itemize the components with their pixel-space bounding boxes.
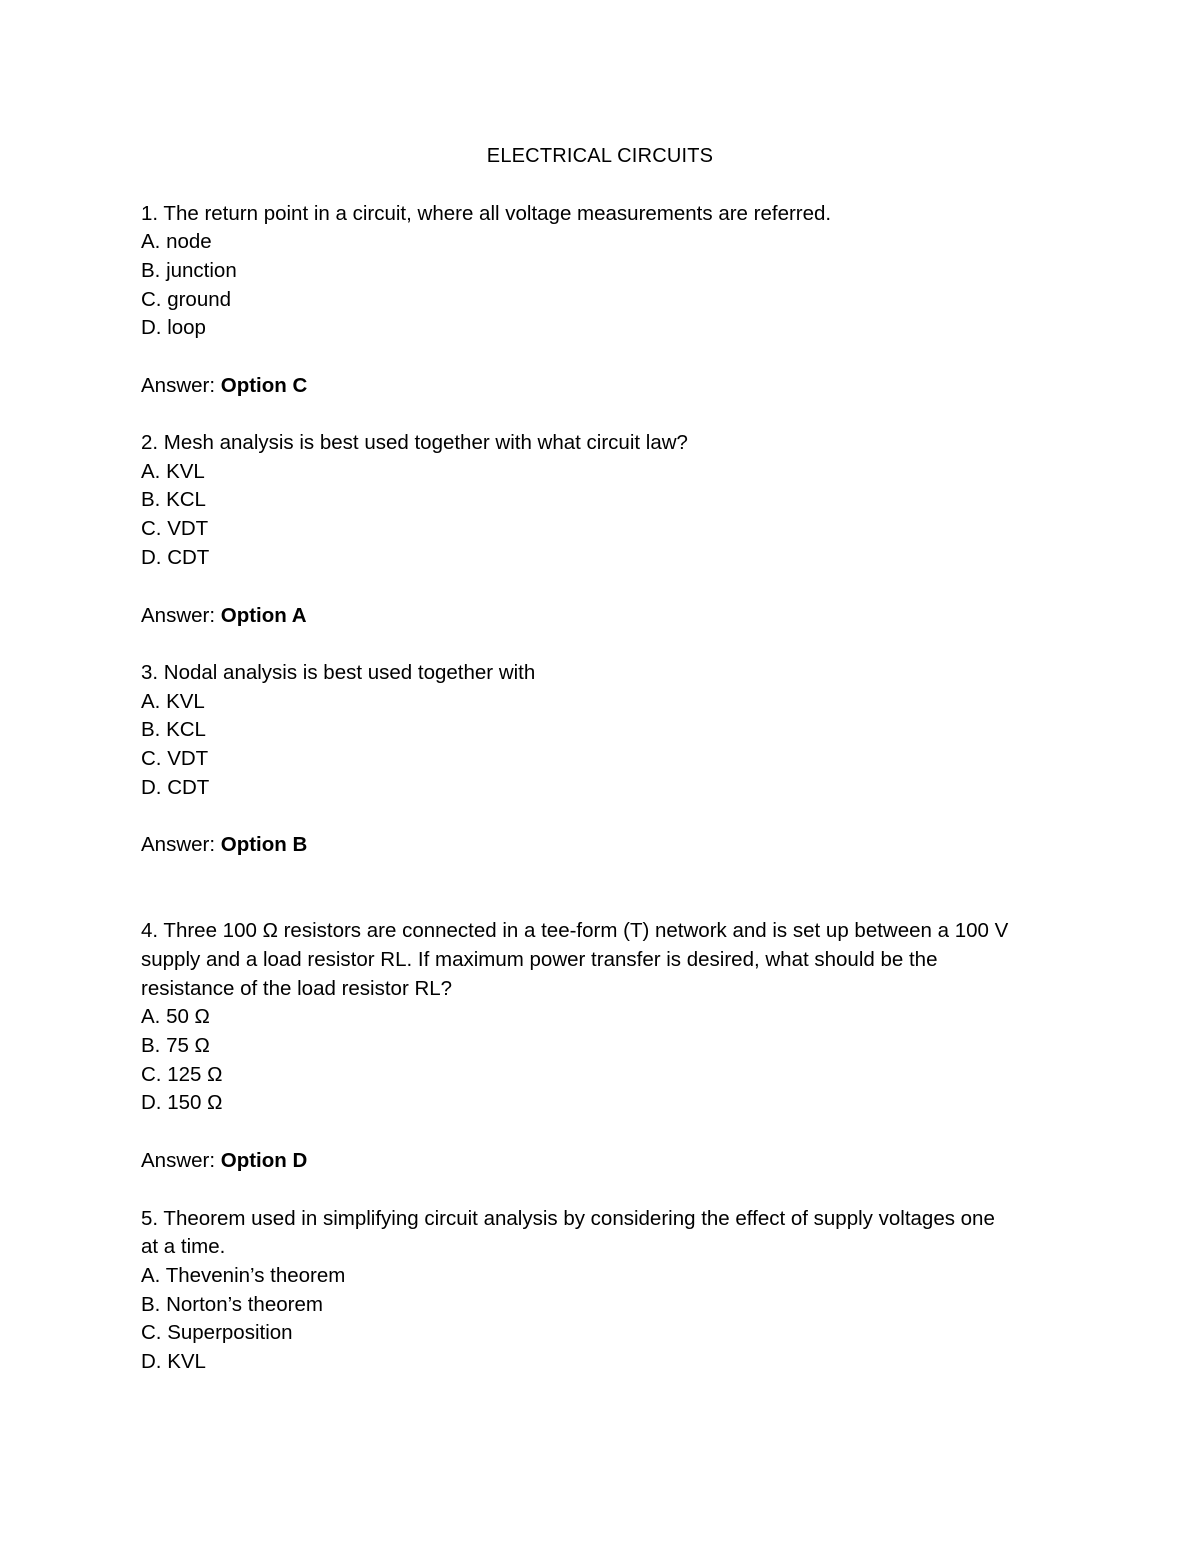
question-5-option-a: A. Thevenin’s theorem [141,1264,346,1287]
answer-value: Option B [220,833,308,856]
question-3-option-b: B. KCL [141,718,206,741]
question-4-option-c: C. 125 Ω [141,1063,223,1086]
question-2-answer [141,602,307,630]
question-4-text-line-2: supply and a load resistor RL. If maximum power transfer is desired, what should be the [141,948,938,971]
question-4-option-d: D. 150 Ω [141,1091,223,1114]
answer-label: Answer: [141,604,216,627]
question-3-text: 3. Nodal analysis is best used together with [141,661,536,684]
question-1-option-c: C. ground [141,288,232,311]
question-5-text-line-2: at a time. [141,1235,226,1258]
answer-value: Option C [220,374,308,397]
question-3-option-d: D. CDT [141,776,210,799]
question-2-option-d: D. CDT [141,546,210,569]
question-4-option-b: B. 75 Ω [141,1034,210,1057]
answer-label: Answer: [141,1149,216,1172]
question-3-answer [141,831,307,859]
question-5-option-b: B. Norton’s theorem [141,1293,323,1316]
answer-value: Option A [220,604,307,627]
question-4-answer [141,1147,307,1175]
question-5-option-c: C. Superposition [141,1321,293,1344]
question-2-option-a: A. KVL [141,460,205,483]
question-1-option-b: B. junction [141,259,237,282]
question-3-option-c: C. VDT [141,747,209,770]
question-4-option-a: A. 50 Ω [141,1005,210,1028]
answer-label: Answer: [141,833,216,856]
question-4-text-line-3: resistance of the load resistor RL? [141,977,453,1000]
page-title: ELECTRICAL CIRCUITS [486,145,714,167]
question-4-text-line-1: 4. Three 100 Ω resistors are connected in a tee-form (T) network and is set up between a 100 V [141,919,1009,942]
question-3-option-a: A. KVL [141,690,205,713]
question-5-option-d: D. KVL [141,1350,206,1373]
question-2-option-b: B. KCL [141,488,206,511]
question-2-text: 2. Mesh analysis is best used together with what circuit law? [141,431,688,454]
answer-label: Answer: [141,374,216,397]
question-1-answer [141,372,307,400]
question-1-option-d: D. loop [141,316,206,339]
question-1-text: 1. The return point in a circuit, where all voltage measurements are referred. [141,202,832,225]
question-1-option-a: A. node [141,230,212,253]
answer-value: Option D [220,1149,308,1172]
question-2-option-c: C. VDT [141,517,209,540]
question-5-text-line-1: 5. Theorem used in simplifying circuit analysis by considering the effect of supply voltages one [141,1207,995,1230]
